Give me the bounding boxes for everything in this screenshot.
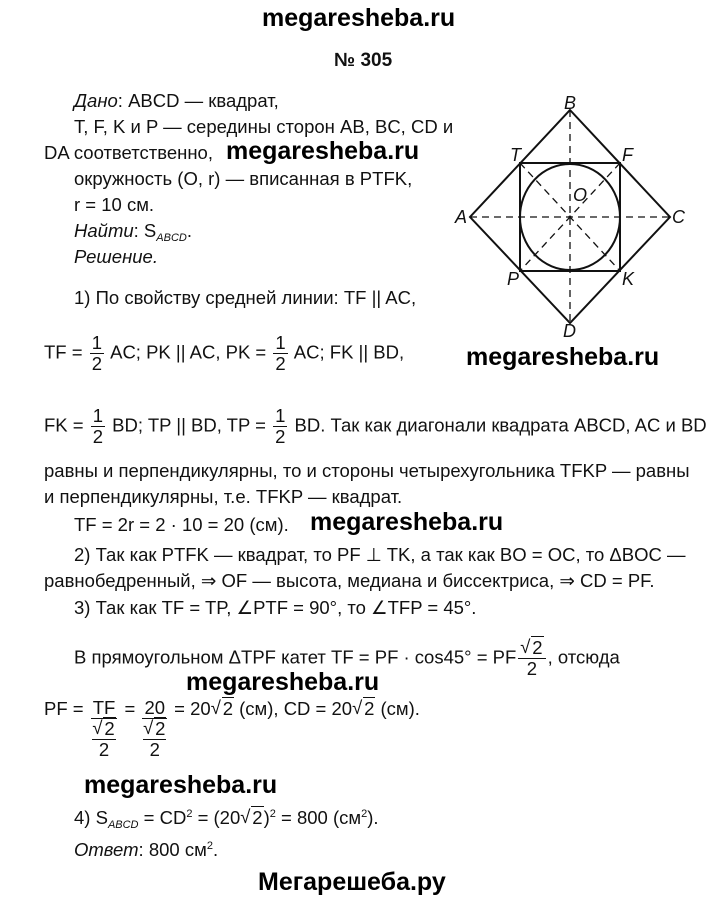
fraction-half: $\frac{1}{2}$ [275,405,286,447]
step3-line-1: 3) Так как TF = TP, ∠PTF = 90°, то ∠TFP = 45°. [74,597,477,618]
step1-line-2: TF = $\frac{1}{2}$ AC; PK || AC, PK = $\frac{1}{2}$ AC; FK || BD, [44,332,405,374]
step1-line-3: FK = $\frac{1}{2}$ BD; TP || BD, TP = $\frac{1}{2}$ BD. Так как диагонали квадрата ABCD, AC и BD [44,405,707,447]
watermark-1: megaresheba.ru [226,137,420,165]
geometry-diagram [450,95,700,345]
fraction-tf-over-sqrt2-over-2: TF √ 2 2 [91,698,118,760]
given-line-2: T, F, K и P — середины сторон AB, BC, CD и [74,116,454,137]
label-k: K [622,269,635,289]
label-a: A [455,207,468,227]
label-c: C [672,207,685,227]
fraction-half: $\frac{1}{2}$ [275,332,286,374]
step4-line: 4) $S_{ABCD} = CD^2 = (20√$ 2)$^2$ = 800 $(см^2)$. [74,803,379,836]
step3-line-3: PF = TF √ 2 2 = 20 √ 2 2 = 20√ 2 (см), CD = 20√ 2 (см). [44,698,420,760]
step1-line-5: и перпендикулярны, т.е. TFKP — квадрат. [44,486,403,507]
fraction-half: $\frac{1}{2}$ [92,405,104,447]
fraction-half: $\frac{1}{2}$ [91,332,102,374]
step1-line-1: 1) По свойству средней линии: TF || AC, [74,287,417,308]
watermark-2: megaresheba.ru [466,343,660,371]
answer-line: Ответ: 800 $см^2$. [74,839,219,860]
answer-label: Ответ [74,839,139,860]
given-line-3: DA соответственно, [44,142,213,163]
watermark-4: megaresheba.ru [186,668,380,696]
label-d: D [563,321,576,341]
site-header: megaresheba.ru [262,4,456,32]
label-b: B [564,95,577,113]
step2-line-1: 2) Так как PTFK — квадрат, то PF ⊥ TK, а так как BO = OC, то ΔBOC — [74,544,686,565]
given-line-4: окружность (O, r) — вписанная в PTFK, [74,168,413,189]
site-footer: Мегарешеба.ру [258,868,446,896]
label-p: P [507,269,520,289]
step1-line-6: TF = 2r = 2 · 10 = 20 (см). [74,514,289,535]
watermark-5: megaresheba.ru [84,771,278,799]
label-f: F [622,145,633,165]
label-o: O [573,185,588,205]
solution-label: Решение. [74,246,158,267]
step1-line-4: равны и перпендикулярны, то и стороны четырехугольника TFKP — равны [44,460,690,481]
given-line-5: r = 10 см. [74,194,155,215]
fraction-sqrt2-over-2: √ $\frac{2}{2}$ [518,638,545,679]
problem-number: № 305 [334,50,393,71]
given-line-1: Дано: ABCD — квадрат, [74,90,279,111]
find-line: Найти: $S_{ABCD}$. [74,220,192,244]
given-label: Дано [74,90,118,111]
find-label: Найти [74,220,134,241]
step2-line-2: равнобедренный, ⇒ OF — высота, медиана и биссектриса, ⇒ CD = PF. [44,570,655,591]
watermark-3: megaresheba.ru [310,508,504,536]
label-t: T [510,145,521,165]
step3-line-2: В прямоугольном ΔTPF катет TF = PF · cos45° = PF √ $\frac{2}{2}$ , отсюда [74,638,620,679]
fraction-20-over-sqrt2-over-2: 20 √ 2 2 [142,698,167,760]
